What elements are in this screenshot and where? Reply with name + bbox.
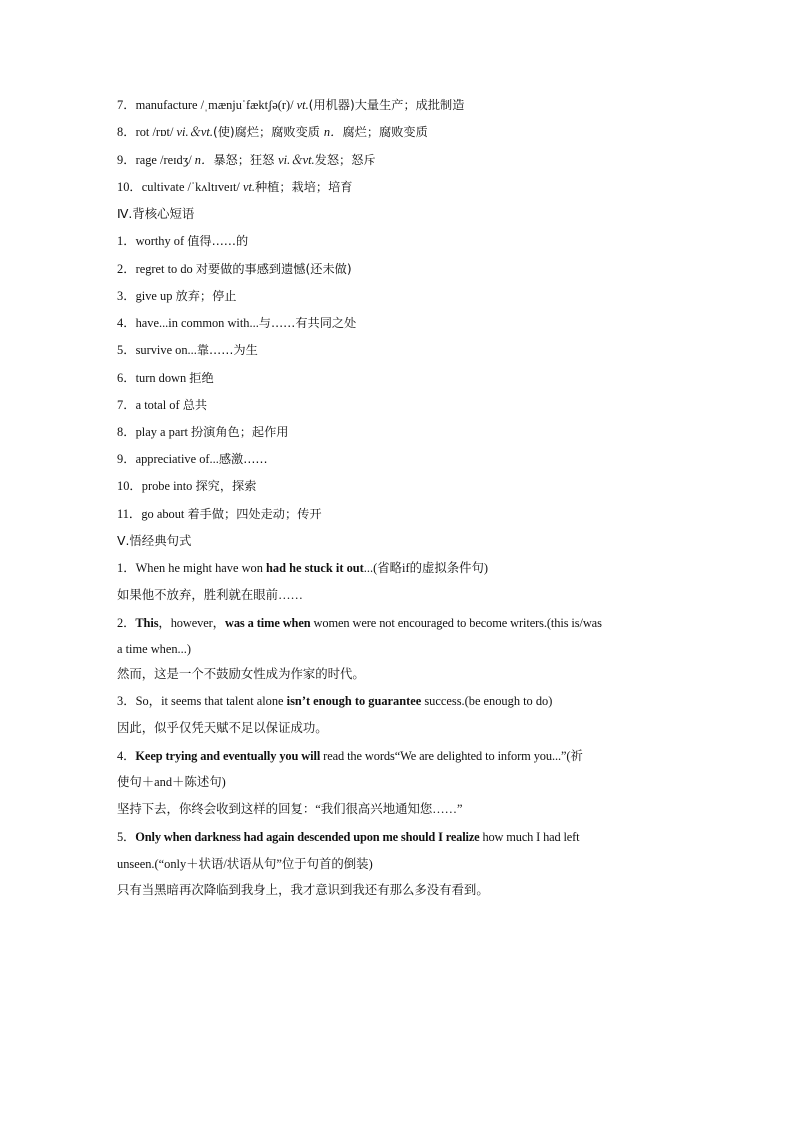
phrase-item: 11．go about 着手做；四处走动；传开 xyxy=(117,507,322,521)
section-heading: Ⅴ.悟经典句式 xyxy=(117,533,192,548)
sentence-translation: 然而，这是一个不鼓励女性成为作家的时代。 xyxy=(117,667,365,681)
sentence-item: 1．When he might have won had he stuck it out...(省略if的虚拟条件句) xyxy=(117,561,489,575)
sentence-item: 2．This，however，was a time when women were not encouraged to become writers.(this is/was xyxy=(117,616,602,630)
phrase-item: 3．give up 放弃；停止 xyxy=(117,289,237,303)
phrase-item: 7．a total of 总共 xyxy=(117,398,208,412)
phrase-item: 8．play a part 扮演角色；起作用 xyxy=(117,425,289,439)
vocab-item: 9．rage /reɪdʒ/ n．暴怒；狂怒 vi.＆vt.发怒；怒斥 xyxy=(117,153,376,167)
phrase-item: 10．probe into 探究，探索 xyxy=(117,479,257,493)
sentence-item-continued: a time when...) xyxy=(117,642,191,656)
phrase-item: 2．regret to do 对要做的事感到遗憾(还未做) xyxy=(117,262,352,276)
sentence-item: 4．Keep trying and eventually you will read the words“We are delighted to inform you...”(祈 xyxy=(117,749,583,763)
sentence-item: 3．So，it seems that talent alone isn’t enough to guarantee success.(be enough to do) xyxy=(117,694,553,708)
phrase-item: 6．turn down 拒绝 xyxy=(117,371,214,385)
phrase-item: 5．survive on...靠……为生 xyxy=(117,343,258,357)
section-heading: Ⅳ.背核心短语 xyxy=(117,206,195,221)
phrase-item: 1．worthy of 值得……的 xyxy=(117,234,249,248)
phrase-item: 4．have...in common with...与……有共同之处 xyxy=(117,316,357,330)
sentence-item-continued: 使句＋and＋陈述句) xyxy=(117,775,226,789)
phrase-item: 9．appreciative of...感激…… xyxy=(117,452,268,466)
vocab-item: 8．rot /rɒt/ vi.＆vt.(使)腐烂；腐败变质 n．腐烂；腐败变质 xyxy=(117,125,428,139)
sentence-translation: 如果他不放弃，胜利就在眼前…… xyxy=(117,588,303,602)
sentence-item: 5．Only when darkness had again descended upon me should I realize how much I had left xyxy=(117,830,580,844)
sentence-translation: 坚持下去，你终会收到这样的回复：“我们很高兴地通知您……” xyxy=(117,802,463,816)
sentence-translation: 只有当黑暗再次降临到我身上，我才意识到我还有那么多没有看到。 xyxy=(117,883,489,897)
vocab-item: 10．cultivate /ˈkʌltɪveɪt/ vt.种植；栽培；培育 xyxy=(117,180,353,194)
vocab-item: 7．manufacture /ˌmænjuˈfæktʃə(r)/ vt.(用机器)大量生产；成批制造 xyxy=(117,98,465,112)
sentence-translation: 因此，似乎仅凭天赋不足以保证成功。 xyxy=(117,721,328,735)
sentence-item-continued: unseen.(“only＋状语/状语从句”位于句首的倒装) xyxy=(117,857,373,871)
